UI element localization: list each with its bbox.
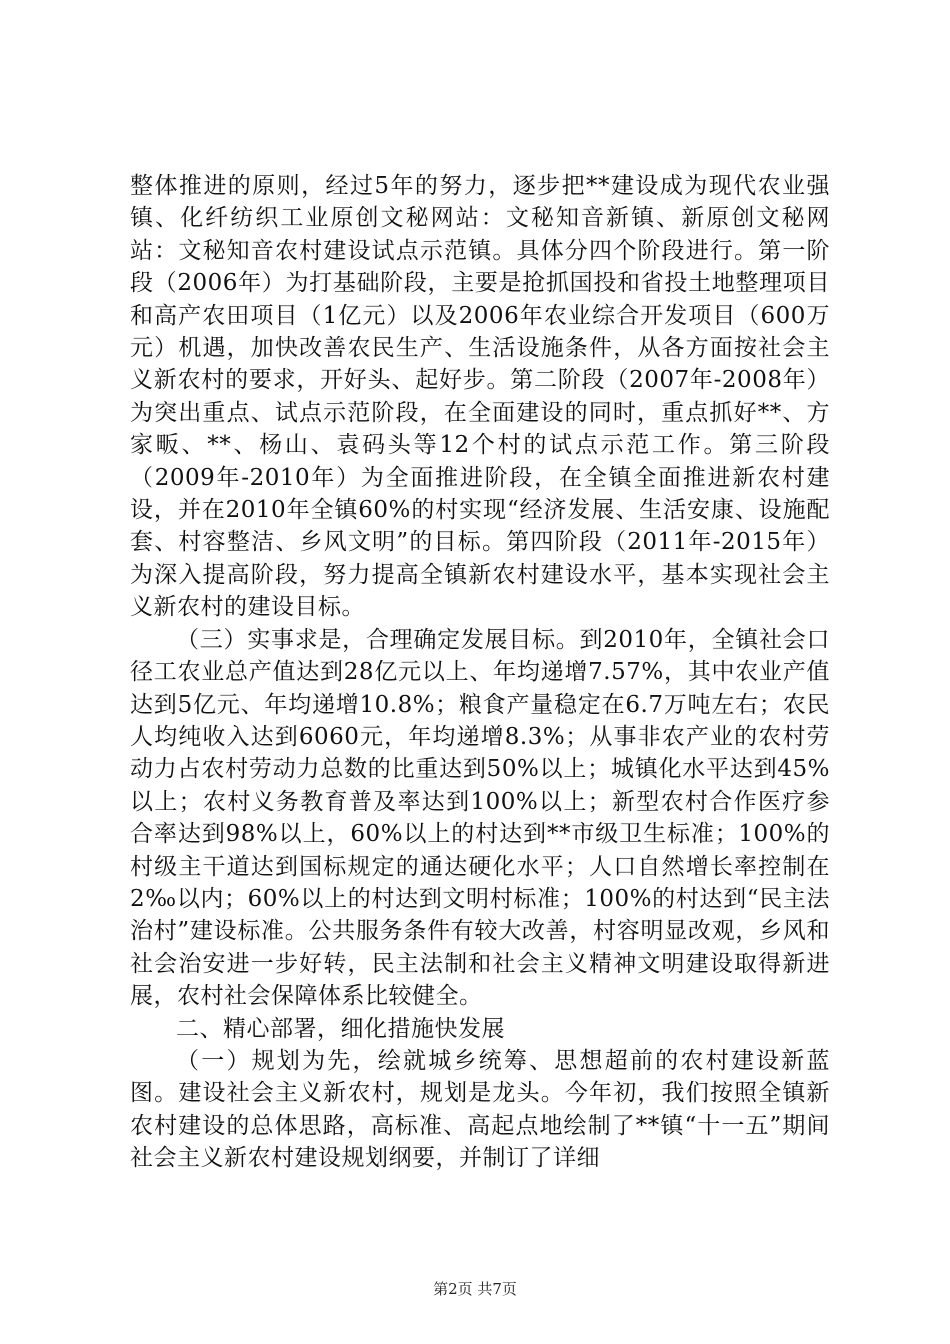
section-heading: 二、精心部署，细化措施快发展 <box>176 1015 505 1042</box>
paragraph-continuation: 整体推进的原则，经过5年的努力，逐步把**建设成为现代农业强镇、化纤纺织工业原创文秘网站：文秘知音新镇、新原创文秘网站：文秘知音农村建设试点示范镇。具体分四个阶段进行。第一阶段（2006年）为打基础阶段，主要是抢抓国投和省投土地整理项目和高产农田项目（1亿元）以及2006年农业综合开发项目（600万元）机遇，加快改善农民生产、生活设施条件，从各方面按社会主义新农村的要求，开好头、起好步。第二阶段（2007年-2008年）为突出重点、试点示范阶段，在全面建设的同时，重点抓好**、方家畈、**、杨山、袁码头等12个村的试点示范工作。第三阶段（2009年-2010年）为全面推进阶段，在全镇全面推进新农村建设，并在2010年全镇60%的村实现“经济发展、生活安康、设施配套、村容整洁、乡风文明”的目标。第四阶段（2011年-2015年）为深入提高阶段，努力提高全镇新农村建设水平，基本实现社会主义新农村的建设目标。 <box>130 173 830 621</box>
document-body <box>130 170 830 1175</box>
paragraph-planning: （一）规划为先，绘就城乡统筹、思想超前的农村建设新蓝图。建设社会主义新农村，规划是龙头。今年初，我们按照全镇新农村建设的总体思路，高标准、高起点地绘制了**镇“十一五”期间社会主义新农村建设规划纲要，并制订了详细 <box>130 1047 830 1172</box>
page-footer: 第2页 共7页 <box>433 1280 517 1298</box>
paragraph-development-goals: （三）实事求是，合理确定发展目标。到2010年，全镇社会口径工农业总产值达到28亿元以上、年均递增7.57%，其中农业产值达到5亿元、年均递增10.8%；粮食产量稳定在6.7万吨左右；农民人均纯收入达到6060元，年均递增8.3%；从事非农产业的农村劳动力占农村劳动力总数的比重达到50%以上；城镇化水平达到45%以上；农村义务教育普及率达到100%以上；新型农村合作医疗参合率达到98%以上，60%以上的村达到**市级卫生标准；100%的村级主干道达到国标规定的通达硬化水平；人口自然增长率控制在2‰以内；60%以上的村达到文明村标准；100%的村达到“民主法治村”建设标准。公共服务条件有较大改善，村容明显改观，乡风和社会治安进一步好转，民主法制和社会主义精神文明建设取得新进展，农村社会保障体系比较健全。 <box>130 626 830 1010</box>
